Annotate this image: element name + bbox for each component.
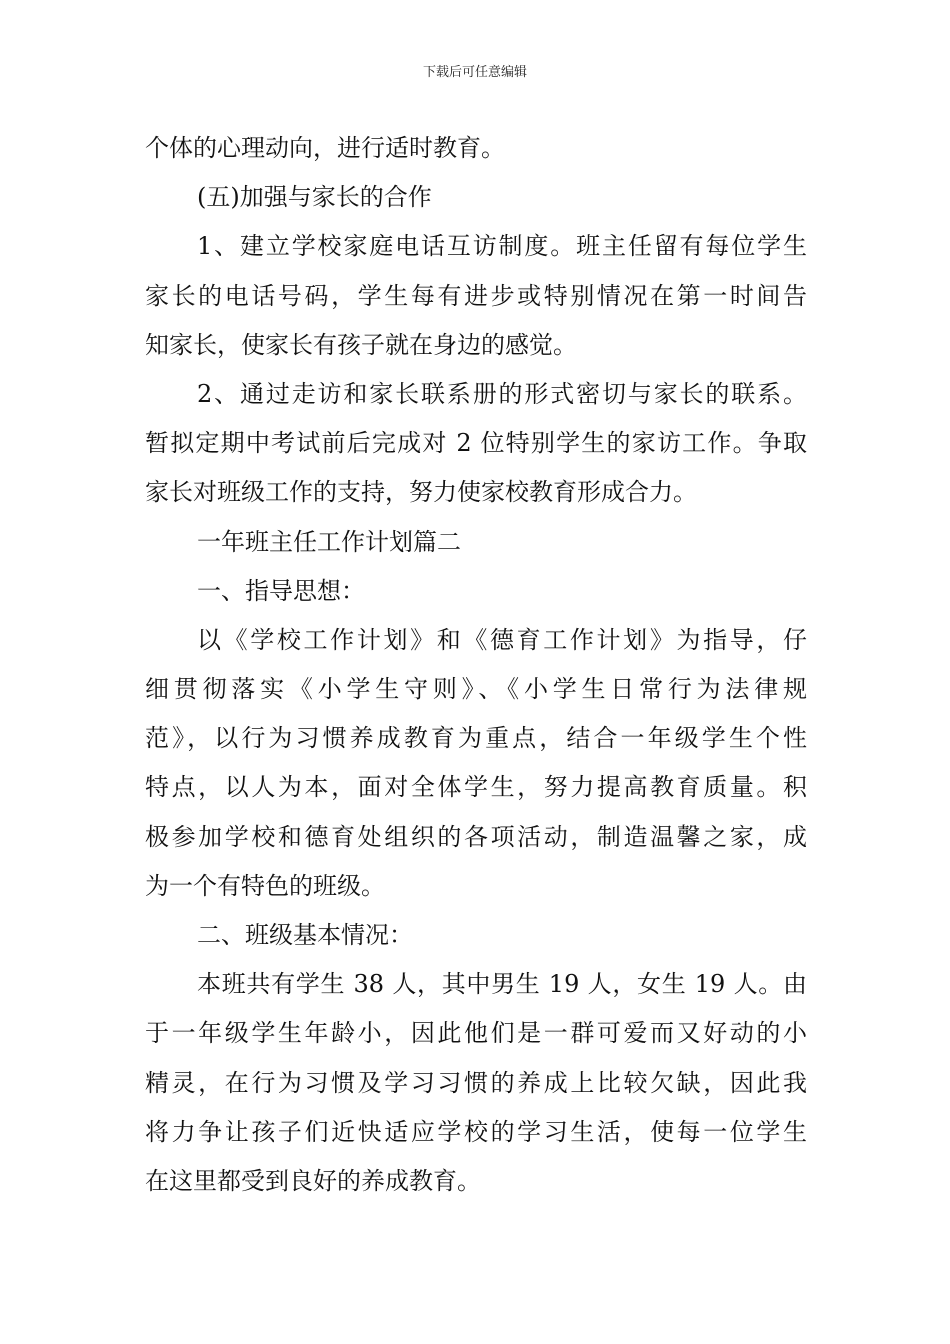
- text-line: 于一年级学生年龄小，因此他们是一群可爱而又好动的小: [145, 1019, 807, 1048]
- text-line: 极参加学校和德育处组织的各项活动，制造温馨之家，成: [145, 822, 807, 851]
- text-line: 2、通过走访和家长联系册的形式密切与家长的联系。: [197, 379, 807, 408]
- text-line: 家长对班级工作的支持，努力使家校教育形成合力。: [145, 478, 697, 507]
- text-line: (五)加强与家长的合作: [197, 183, 432, 212]
- text-line: 以《学校工作计划》和《德育工作计划》为指导，仔: [197, 625, 807, 654]
- page-header-note: 下载后可任意编辑: [422, 65, 527, 80]
- text-line: 1、建立学校家庭电话互访制度。班主任留有每位学生: [197, 232, 807, 261]
- document-body: [145, 124, 807, 1206]
- text-line: 在这里都受到良好的养成教育。: [145, 1166, 481, 1195]
- text-line: 家长的电话号码，学生每有进步或特别情况在第一时间告: [145, 281, 807, 310]
- text-line: 范》，以行为习惯养成教育为重点，结合一年级学生个性: [145, 724, 807, 753]
- text-line: 个体的心理动向，进行适时教育。: [145, 134, 505, 162]
- section-heading: 一、指导思想：: [197, 576, 365, 605]
- text-line: 将力争让孩子们近快适应学校的学习生活，使每一位学生: [145, 1117, 807, 1146]
- text-line: 本班共有学生 38 人，其中男生 19 人，女生 19 人。由: [197, 970, 807, 999]
- text-line: 精灵，在行为习惯及学习习惯的养成上比较欠缺，因此我: [145, 1068, 807, 1097]
- text-line: 知家长，使家长有孩子就在身边的感觉。: [145, 330, 577, 359]
- text-line: 细贯彻落实《小学生守则》、《小学生日常行为法律规: [145, 675, 807, 704]
- text-line: 为一个有特色的班级。: [145, 871, 385, 900]
- section-heading: 二、班级基本情况：: [197, 921, 413, 949]
- text-line: 暂拟定期中考试前后完成对 2 位特别学生的家访工作。争取: [145, 429, 807, 458]
- text-line: 特点，以人为本，面对全体学生，努力提高教育质量。积: [145, 773, 807, 802]
- section-heading: 一年班主任工作计划篇二: [197, 527, 461, 556]
